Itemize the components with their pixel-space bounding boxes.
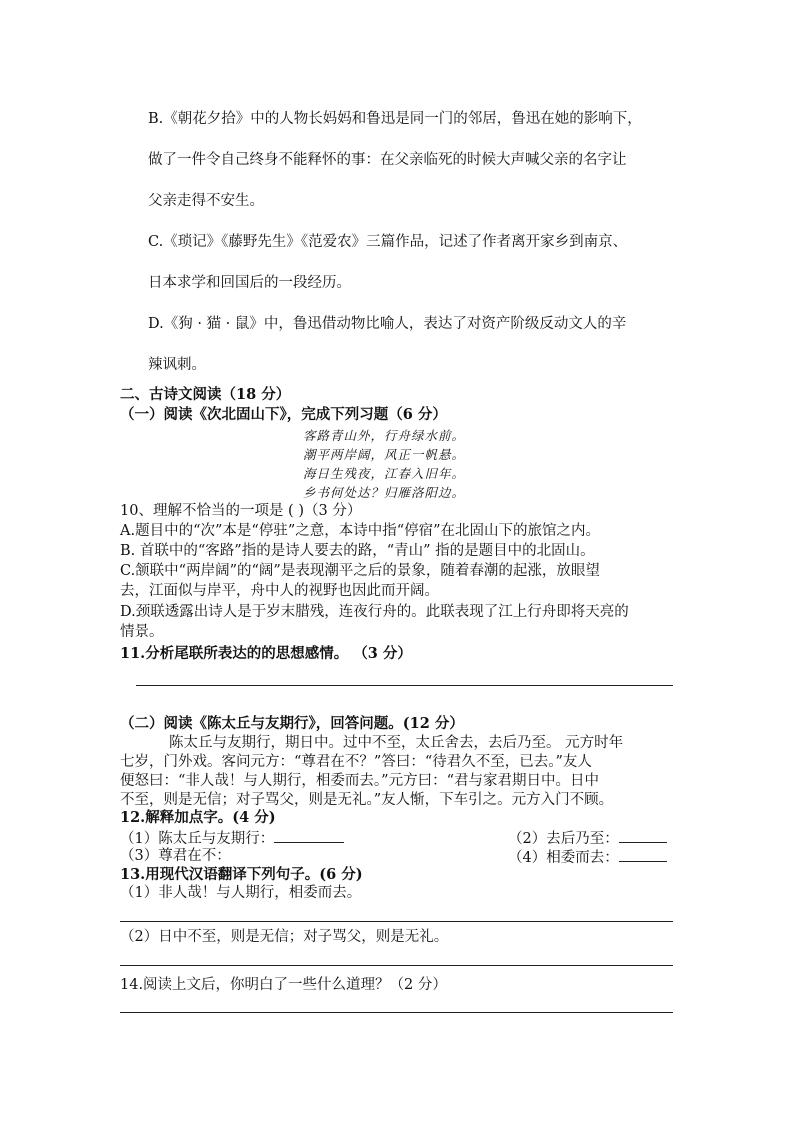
blank-q12-4[interactable] <box>619 847 667 862</box>
poem-line-2: 潮平两岸阔，风正一帆悬。 <box>303 447 466 462</box>
section-2-heading: 二、古诗文阅读（18 分） <box>120 386 291 403</box>
question-12-item-4 <box>508 847 667 867</box>
question-12: 12.解释加点字。(4 分) <box>120 809 276 826</box>
question-14: 14.阅读上文后，你明白了一些什么道理？（2 分） <box>120 977 447 993</box>
option-c-line2: 日本求学和回国后的一段经历。 <box>148 275 351 291</box>
option-d-line2: 辣讽刺。 <box>148 357 206 373</box>
answer-line-q13-2[interactable] <box>120 965 673 966</box>
option-b-line2: 做了一件令自己终身不能释怀的事：在父亲临死的时候大声喊父亲的名字让 <box>148 152 627 168</box>
question-10-option-d-line2: 情景。 <box>120 624 164 640</box>
option-d-line1: D.《狗 · 猫 · 鼠》中，鲁迅借动物比喻人，表达了对资产阶级反动文人的辛 <box>148 316 627 332</box>
question-10-option-c-line2: 去，江面似与岸平，舟中人的视野也因此而开阔。 <box>120 583 439 599</box>
question-12-item-4-label: （4）相委而去： <box>508 850 619 866</box>
question-10-option-b: B. 首联中的“客路”指的是诗人要去的路，“青山” 指的是题目中的北固山。 <box>120 543 595 559</box>
part-1-heading: （一）阅读《次北固山下》，完成下列习题（6 分） <box>120 406 447 423</box>
question-12-item-2-label: （2）去后乃至： <box>508 831 619 847</box>
blank-q12-1[interactable] <box>274 828 344 843</box>
answer-line-q14[interactable] <box>120 1012 673 1013</box>
option-c-line1: C.《琐记》《藤野先生》《范爱农》三篇作品，记述了作者离开家乡到南京、 <box>148 234 628 250</box>
question-11: 11.分析尾联所表达的的思想感情。 （3 分） <box>120 645 412 662</box>
question-10-option-c-line1: C.颔联中“两岸阔”的“阔”是表现潮平之后的景象，随着春潮的起涨，放眼望 <box>120 563 600 579</box>
poem-line-4: 乡书何处达？归雁洛阳边。 <box>303 485 466 500</box>
poem-line-3: 海日生残夜，江春入旧年。 <box>303 466 466 481</box>
question-12-item-3-label: （3）尊君在不： <box>120 848 231 864</box>
passage-line-1: 陈太丘与友期行，期日中。过中不至，太丘舍去，去后乃至。 元方时年 <box>169 735 624 751</box>
passage-line-3: 便怒曰：“非人哉！与人期行，相委而去。”元方曰：“君与家君期日中。日中 <box>120 773 599 789</box>
question-13: 13.用现代汉语翻译下列句子。(6 分) <box>120 866 363 883</box>
blank-q12-2[interactable] <box>619 828 667 843</box>
question-10: 10、理解不恰当的一项是 ( )（3 分） <box>120 503 362 519</box>
question-12-item-2 <box>508 828 667 848</box>
option-b-line3: 父亲走得不安生。 <box>148 193 264 209</box>
question-12-item-1 <box>120 828 344 848</box>
question-13-item-2: （2）日中不至，则是无信；对子骂父，则是无礼。 <box>120 929 449 945</box>
passage-line-2: 七岁，门外戏。客问元方：“尊君在不？”答曰：“待君久不至，已去。”友人 <box>120 754 592 770</box>
question-10-option-d-line1: D.颈联透露出诗人是于岁末腊残，连夜行舟的。此联表现了江上行舟即将天亮的 <box>120 604 629 620</box>
part-2-heading: （二）阅读《陈太丘与友期行》，回答问题。(12 分） <box>120 715 464 732</box>
passage-line-4: 不至，则是无信；对子骂父，则是无礼。”友人惭，下车引之。元方入门不顾。 <box>120 792 614 808</box>
answer-line-q13-1[interactable] <box>120 921 673 922</box>
option-b-line1: B.《朝花夕拾》中的人物长妈妈和鲁迅是同一门的邻居，鲁迅在她的影响下， <box>148 111 642 127</box>
poem-line-1: 客路青山外，行舟绿水前。 <box>303 428 466 443</box>
question-12-item-1-label: （1）陈太丘与友期行： <box>120 831 275 847</box>
answer-line-q11[interactable] <box>136 685 673 686</box>
question-13-item-1: （1）非人哉！与人期行，相委而去。 <box>120 885 362 901</box>
question-10-option-a: A.题目中的“次”本是“停驻”之意，本诗中指“停宿”在北固山下的旅馆之内。 <box>120 523 601 539</box>
question-12-item-3 <box>120 847 231 865</box>
